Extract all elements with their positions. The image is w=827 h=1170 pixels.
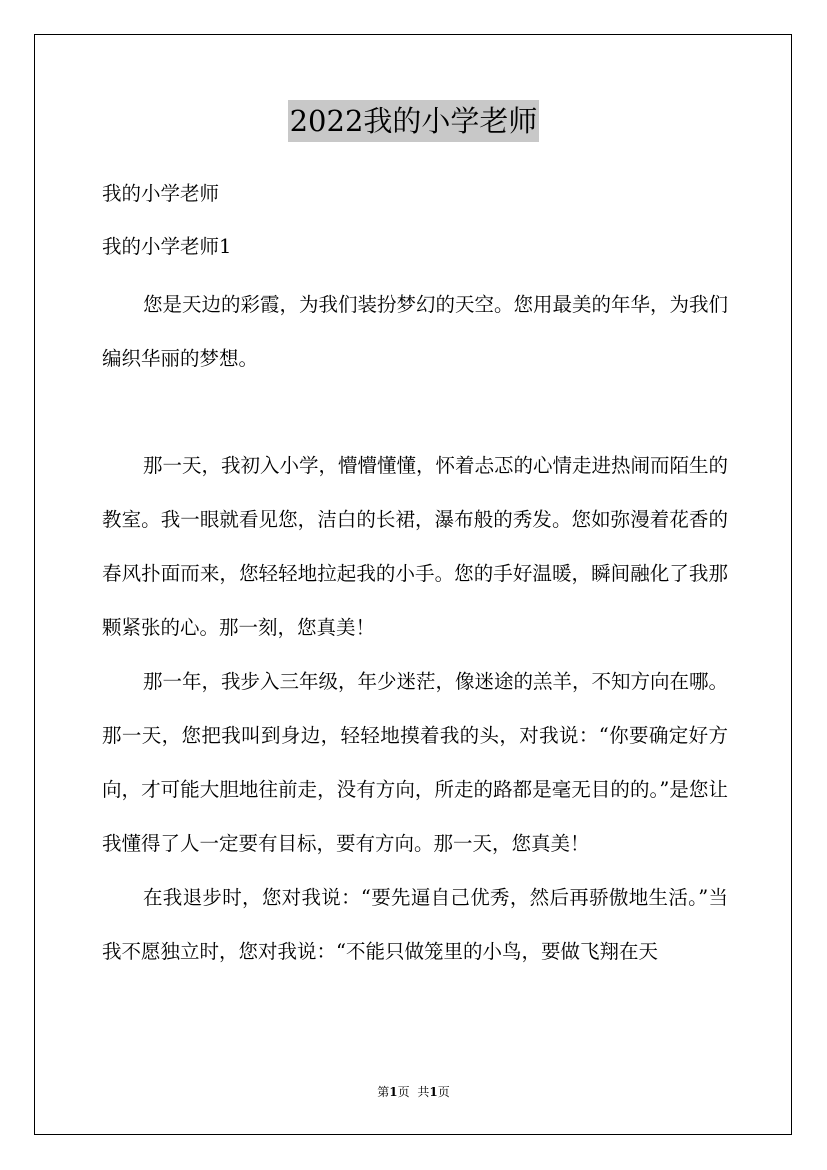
paragraph: 那一年，我步入三年级，年少迷茫，像迷途的羔羊，不知方向在哪。那一天，您把我叫到身边，轻轻地摸着我的头，对我说：“你要确定好方向，才可能大胆地往前走，没有方向，所走的路都是毫无目的的。”是您让我懂得了人一定要有目标，要有方向。那一天，您真美！ (102, 670, 729, 855)
paragraph: 您是天边的彩霞，为我们装扮梦幻的天空。您用最美的年华，为我们编织华丽的梦想。 (102, 293, 729, 370)
paragraph: 那一天，我初入小学，懵懵懂懂，怀着忐忑的心情走进热闹而陌生的教室。我一眼就看见您，洁白的长裙，瀑布般的秀发。您如弥漫着花香的春风扑面而来，您轻轻地拉起我的小手。您的手好温暖，瞬间融化了我那颗紧张的心。那一刻，您真美！ (102, 454, 729, 639)
blank-line (102, 386, 728, 439)
section-heading: 我的小学老师1 (102, 235, 232, 258)
page-suffix: 页 (397, 1085, 410, 1099)
paragraph: 在我退步时，您对我说：“要先逼自己优秀，然后再骄傲地生活。”当我不愿独立时，您对我说：“不能只做笼里的小鸟，要做飞翔在天 (102, 886, 728, 963)
document-subtitle: 我的小学老师 (102, 182, 220, 205)
page-current: 1 (389, 1085, 398, 1099)
total-suffix: 页 (437, 1085, 450, 1099)
total-prefix: 共 (417, 1085, 430, 1099)
document-title: 2022我的小学老师 (288, 100, 540, 142)
page-footer (0, 1084, 827, 1100)
page-prefix: 第 (377, 1085, 390, 1099)
page-total: 1 (429, 1085, 438, 1099)
document-body (102, 174, 728, 979)
title-container (0, 100, 827, 142)
